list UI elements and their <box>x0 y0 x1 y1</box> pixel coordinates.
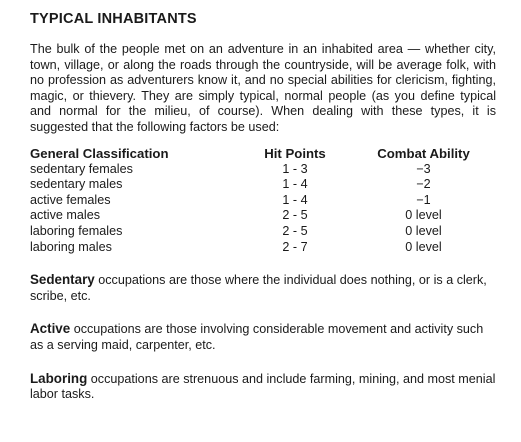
table-header-row <box>30 146 492 162</box>
hit-points-cell: 2 - 7 <box>282 239 308 254</box>
combat-ability-cell: 0 level <box>405 223 442 238</box>
hit-points-cell: 2 - 5 <box>282 208 308 223</box>
definition-term: Active <box>30 321 71 337</box>
classification-cell: active males <box>30 208 100 223</box>
combat-ability-cell: −1 <box>416 192 431 207</box>
combat-ability-cell: −3 <box>416 161 431 176</box>
definition-text: occupations are those where the individual does nothing, or is a clerk, scribe, etc. <box>30 273 487 303</box>
definition-laboring <box>30 371 496 403</box>
section-heading: TYPICAL INHABITANTS <box>30 11 197 27</box>
header-combat-ability: Combat Ability <box>377 145 470 161</box>
document-page <box>30 10 496 403</box>
combat-ability-cell: −2 <box>416 177 431 192</box>
intro-paragraph: The bulk of the people met on an adventure in an inhabited area — whether city, town, village, or along the roads through the countryside, will be average folk, with no profession as adventurers know it, and no special abilities for clericism, fighting, magic, or thievery. They are simply typical, normal people (as you define typical and normal for the milieu, of course). When dealing with these types, it is suggested that the following factors be used: <box>30 42 496 134</box>
classification-cell: sedentary males <box>30 177 123 192</box>
definition-active <box>30 321 496 353</box>
definition-sedentary <box>30 272 496 304</box>
table-row <box>30 162 492 178</box>
hit-points-cell: 1 - 3 <box>282 161 308 176</box>
hit-points-cell: 1 - 4 <box>282 192 308 207</box>
definition-term: Laboring <box>30 370 88 386</box>
combat-ability-cell: 0 level <box>405 208 442 223</box>
combat-ability-cell: 0 level <box>405 239 442 254</box>
definition-text: occupations are those involving considerable movement and activity such as a serving maid, carpenter, etc. <box>30 322 484 352</box>
classification-cell: active females <box>30 192 111 207</box>
classification-cell: laboring males <box>30 239 112 254</box>
classification-cell: sedentary females <box>30 161 133 176</box>
hit-points-cell: 1 - 4 <box>282 177 308 192</box>
table-row <box>30 224 492 240</box>
inhabitant-factors-table <box>30 146 492 256</box>
classification-cell: laboring females <box>30 223 123 238</box>
table-row <box>30 208 492 224</box>
table-row <box>30 193 492 209</box>
table-row <box>30 177 492 193</box>
definition-text: occupations are strenuous and include farming, mining, and most menial labor tasks. <box>30 371 496 402</box>
table-row <box>30 240 492 256</box>
hit-points-cell: 2 - 5 <box>282 223 308 238</box>
header-general-classification: General Classification <box>30 145 169 161</box>
header-hit-points: Hit Points <box>264 145 326 161</box>
definition-term: Sedentary <box>30 272 95 288</box>
